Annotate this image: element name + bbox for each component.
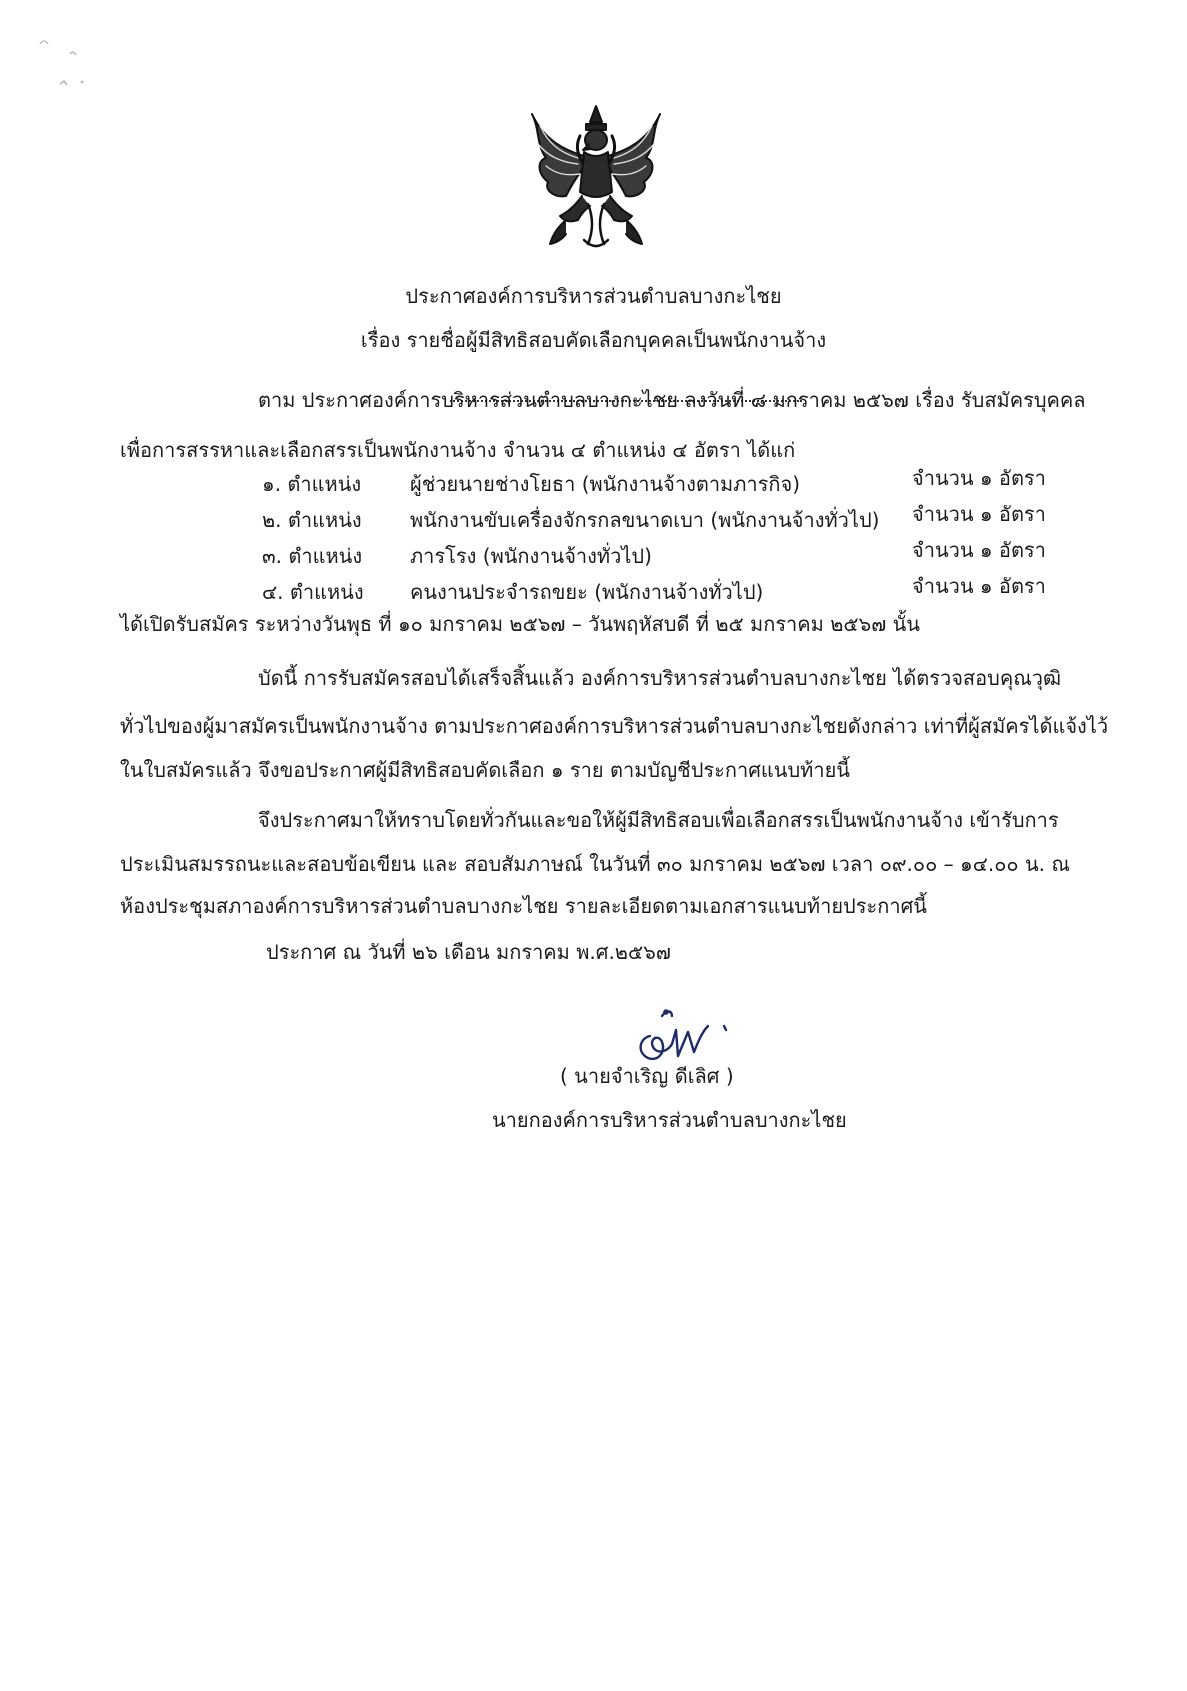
position-quota: จำนวน ๑ อัตรา [912, 466, 1046, 490]
position-quota: จำนวน ๑ อัตรา [912, 502, 1046, 526]
position-quota: จำนวน ๑ อัตรา [912, 574, 1046, 598]
signatory-name: ( นายจำเริญ ดีเลิศ ) [560, 1064, 734, 1088]
announcement-subject: เรื่อง รายชื่อผู้มีสิทธิสอบคัดเลือกบุคคลเป็นพนักงานจ้าง [360, 328, 827, 352]
position-number: ๒. ตำแหน่ง [262, 508, 362, 532]
intro-line-1: ตาม ประกาศองค์การบริหารส่วนตำบลบางกะไชย ลงวันที่ ๘ มกราคม ๒๕๖๗ เรื่อง รับสมัครบุคคล [258, 388, 1086, 412]
paragraph-3-line-3: ห้องประชุมสภาองค์การบริหารส่วนตำบลบางกะไชย รายละเอียดตามเอกสารแนบท้ายประกาศนี้ [120, 894, 927, 918]
application-period: ได้เปิดรับสมัคร ระหว่างวันพุธ ที่ ๑๐ มกราคม ๒๕๖๗ – วันพฤหัสบดี ที่ ๒๕ มกราคม ๒๕๖๗ นั้น [120, 612, 920, 636]
signatory-position: นายกองค์การบริหารส่วนตำบลบางกะไชย [492, 1108, 847, 1132]
intro-line-2: เพื่อการสรรหาและเลือกสรรเป็นพนักงานจ้าง จำนวน ๔ ตำแหน่ง ๔ อัตรา ได้แก่ [120, 438, 796, 462]
handwritten-signature-icon [628, 1006, 738, 1068]
scan-smudge-icon [30, 24, 100, 94]
position-title: พนักงานขับเครื่องจักรกลขนาดเบา (พนักงานจ้างทั่วไป) [410, 508, 880, 532]
position-number: ๑. ตำแหน่ง [262, 472, 362, 496]
announcement-title: ประกาศองค์การบริหารส่วนตำบลบางกะไชย [405, 284, 782, 308]
paragraph-2-line-1: บัดนี้ การรับสมัครสอบได้เสร็จสิ้นแล้ว องค์การบริหารส่วนตำบลบางกะไชย ได้ตรวจสอบคุณวุฒิ [258, 666, 1062, 690]
paragraph-2-line-3: ในใบสมัครแล้ว จึงขอประกาศผู้มีสิทธิสอบคัดเลือก ๑ ราย ตามบัญชีประกาศแนบท้ายนี้ [120, 758, 850, 782]
position-quota: จำนวน ๑ อัตรา [912, 538, 1046, 562]
position-title: ผู้ช่วยนายช่างโยธา (พนักงานจ้างตามภารกิจ) [410, 472, 801, 496]
paragraph-3-line-2: ประเมินสมรรถนะและสอบข้อเขียน และ สอบสัมภาษณ์ ในวันที่ ๓๐ มกราคม ๒๕๖๗ เวลา ๐๙.๐๐ – ๑๔.๐๐ น. ณ [120, 852, 1070, 876]
position-title: ภารโรง (พนักงานจ้างทั่วไป) [410, 544, 652, 568]
position-number: ๓. ตำแหน่ง [262, 544, 363, 568]
garuda-emblem-icon [526, 100, 666, 260]
announce-date: ประกาศ ณ วันที่ ๒๖ เดือน มกราคม พ.ศ.๒๕๖๗ [266, 940, 671, 964]
paragraph-3-line-1: จึงประกาศมาให้ทราบโดยทั่วกันและขอให้ผู้มีสิทธิสอบเพื่อเลือกสรรเป็นพนักงานจ้าง เข้ารับการ [258, 808, 1059, 832]
paragraph-2-line-2: ทั่วไปของผู้มาสมัครเป็นพนักงานจ้าง ตามประกาศองค์การบริหารส่วนตำบลบางกะไชยดังกล่าว เท่าที่ผู้สมัครได้แจ้งไว้ [120, 714, 1109, 738]
position-title: คนงานประจำรถขยะ (พนักงานจ้างทั่วไป) [410, 580, 764, 604]
position-number: ๔. ตำแหน่ง [262, 580, 364, 604]
